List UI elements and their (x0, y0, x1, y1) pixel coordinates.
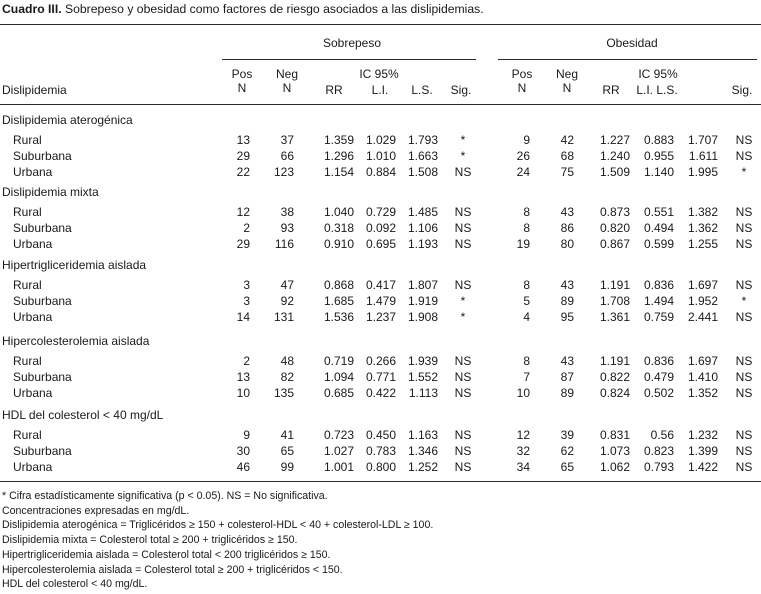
footnote-line: Hipercolesterolemia aislada = Colesterol total ≥ 200 + triglicéridos < 150. (2, 563, 343, 576)
obesidad-sig-cell: NS (735, 237, 753, 251)
row-label: Urbana (13, 386, 53, 400)
row-label: Rural (13, 205, 42, 219)
obesidad-li-cell: 0.836 (643, 278, 674, 292)
sobrepeso-neg-cell: 93 (280, 221, 294, 235)
sobrepeso-neg-cell: 92 (280, 294, 294, 308)
obesidad-neg-cell: 43 (560, 278, 574, 292)
caption-label: Cuadro III. (2, 2, 62, 16)
sobrepeso-pos-cell: 12 (236, 205, 250, 219)
obesidad-neg-cell: 42 (560, 133, 574, 147)
obesidad-neg-cell: 95 (560, 310, 574, 324)
sobrepeso-neg-cell: 38 (280, 205, 294, 219)
sobrepeso-sig-cell: * (460, 149, 466, 163)
obesidad-neg-cell: 39 (560, 428, 574, 442)
obesidad-rr-cell: 1.361 (599, 310, 630, 324)
sobrepeso-rr-cell: 1.001 (323, 460, 354, 474)
sobrepeso-pos-cell: 14 (236, 310, 250, 324)
obesidad-pos-cell: 8 (523, 278, 530, 292)
obesidad-sig-cell: NS (735, 205, 753, 219)
obesidad-neg-cell: 43 (560, 205, 574, 219)
header-obesidad: Obesidad (606, 36, 658, 50)
header-obes-pos: Pos (511, 67, 533, 81)
header-bottom-rule (0, 104, 761, 105)
sobrepeso-sig-cell: NS (454, 386, 472, 400)
sobrepeso-ls-cell: 1.485 (407, 205, 438, 219)
footnote-line: Dislipidemia aterogénica = Triglicéridos ≥ 150 + colesterol-HDL < 40 + colesterol-LDL ≥ 100. (2, 519, 434, 532)
obesidad-ls-cell: 1.422 (687, 460, 718, 474)
sobrepeso-ls-cell: 1.908 (407, 310, 438, 324)
sobrepeso-rr-cell: 1.027 (323, 444, 354, 458)
row-label: Urbana (13, 460, 53, 474)
header-row-label: Dislipidemia (2, 83, 67, 97)
obesidad-pos-cell: 32 (516, 444, 530, 458)
obesidad-ls-cell: 1.255 (687, 237, 718, 251)
obesidad-sig-cell: * (741, 294, 747, 308)
obesidad-neg-cell: 65 (560, 460, 574, 474)
sobrepeso-neg-cell: 48 (280, 354, 294, 368)
sobrepeso-ls-cell: 1.663 (407, 149, 438, 163)
row-label: Rural (13, 354, 42, 368)
obesidad-rr-cell: 0.822 (599, 370, 630, 384)
obesidad-rr-cell: 1.073 (599, 444, 630, 458)
sobrepeso-li-cell: 0.729 (365, 205, 396, 219)
sobrepeso-li-cell: 1.237 (365, 310, 396, 324)
obesidad-li-cell: 0.823 (643, 444, 674, 458)
row-label: Urbana (13, 310, 53, 324)
obesidad-ls-cell: 1.410 (687, 370, 718, 384)
obesidad-rr-cell: 0.820 (599, 221, 630, 235)
footnote-line: Hipertrigliceridemia aislada = Colesterol total < 200 triglicéridos ≥ 150. (2, 548, 331, 561)
obesidad-rr-cell: 1.227 (599, 133, 630, 147)
obesidad-sig-cell: * (741, 165, 747, 179)
sobrepeso-sig-cell: NS (454, 428, 472, 442)
obesidad-pos-cell: 19 (516, 237, 530, 251)
obesidad-sig-cell: NS (735, 149, 753, 163)
obesidad-pos-cell: 8 (523, 354, 530, 368)
sobrepeso-neg-cell: 131 (273, 310, 294, 324)
sobrepeso-rr-cell: 1.154 (323, 165, 354, 179)
footnote-line: Concentraciones expresadas en mg/dL. (2, 504, 190, 517)
sobrepeso-neg-cell: 66 (280, 149, 294, 163)
sobrepeso-pos-cell: 46 (236, 460, 250, 474)
obesidad-sig-cell: NS (735, 370, 753, 384)
obesidad-li-cell: 1.494 (643, 294, 674, 308)
obesidad-li-cell: 0.759 (643, 310, 674, 324)
sobrepeso-ls-cell: 1.193 (407, 237, 438, 251)
sobrepeso-rr-cell: 1.296 (323, 149, 354, 163)
obesidad-ls-cell: 1.697 (687, 354, 718, 368)
obesidad-li-cell: 0.56 (650, 428, 674, 442)
sobrepeso-rr-cell: 1.040 (323, 205, 354, 219)
row-label: Rural (13, 133, 42, 147)
sobrepeso-ls-cell: 1.807 (407, 278, 438, 292)
obesidad-rr-cell: 0.831 (599, 428, 630, 442)
obesidad-rr-cell: 1.708 (599, 294, 630, 308)
obesidad-li-cell: 0.793 (643, 460, 674, 474)
header-sobre-ls: L.S. (411, 83, 433, 97)
obesidad-pos-cell: 7 (523, 370, 530, 384)
sobrepeso-li-cell: 1.029 (365, 133, 396, 147)
obesidad-neg-cell: 89 (560, 386, 574, 400)
sobrepeso-rr-cell: 0.868 (323, 278, 354, 292)
sobrepeso-pos-cell: 2 (243, 221, 250, 235)
obesidad-pos-cell: 8 (523, 205, 530, 219)
obesidad-pos-cell: 26 (516, 149, 530, 163)
sobrepeso-pos-cell: 3 (243, 278, 250, 292)
obesidad-li-cell: 0.502 (643, 386, 674, 400)
header-obes-rr: RR (602, 83, 620, 97)
header-obes-pos-n: N (517, 81, 527, 95)
row-label: Suburbana (13, 444, 72, 458)
sobrepeso-ls-cell: 1.346 (407, 444, 438, 458)
sobrepeso-ls-cell: 1.939 (407, 354, 438, 368)
obesidad-sig-cell: NS (735, 386, 753, 400)
obesidad-ls-cell: 1.382 (687, 205, 718, 219)
obesidad-ls-cell: 1.611 (688, 149, 718, 163)
header-obes-neg: Neg (555, 67, 579, 81)
obesidad-sig-cell: NS (735, 133, 753, 147)
sobrepeso-ls-cell: 1.552 (407, 370, 438, 384)
obesidad-sig-cell: NS (735, 428, 753, 442)
sobrepeso-sig-cell: NS (454, 444, 472, 458)
header-obes-ic: IC 95% (638, 67, 678, 81)
sobrepeso-ls-cell: 1.163 (407, 428, 438, 442)
sobrepeso-sig-cell: NS (454, 354, 472, 368)
sobrepeso-neg-cell: 99 (280, 460, 294, 474)
row-label: Urbana (13, 165, 53, 179)
sobrepeso-li-cell: 0.417 (365, 278, 396, 292)
sobrepeso-rr-cell: 0.719 (323, 354, 354, 368)
obesidad-ls-cell: 1.697 (687, 278, 718, 292)
sobrepeso-sig-cell: * (460, 294, 466, 308)
obesidad-li-cell: 0.955 (643, 149, 674, 163)
row-label: Suburbana (13, 221, 72, 235)
group-title: Hipertrigliceridemia aislada (2, 258, 147, 272)
obesidad-li-cell: 0.494 (643, 221, 674, 235)
obesidad-li-cell: 1.140 (643, 165, 674, 179)
obesidad-neg-cell: 43 (560, 354, 574, 368)
obesidad-pos-cell: 4 (523, 310, 530, 324)
row-label: Suburbana (13, 294, 72, 308)
header-sobrepeso: Sobrepeso (322, 36, 382, 50)
obesidad-pos-cell: 9 (523, 133, 530, 147)
obesidad-rr-cell: 1.191 (599, 278, 630, 292)
obesidad-ls-cell: 1.995 (687, 165, 718, 179)
obesidad-pos-cell: 12 (516, 428, 530, 442)
obesidad-ls-cell: 2.441 (687, 310, 718, 324)
obesidad-ls-cell: 1.232 (687, 428, 718, 442)
obesidad-ls-cell: 1.362 (687, 221, 718, 235)
obesidad-neg-cell: 80 (560, 237, 574, 251)
top-rule (0, 24, 761, 25)
sobrepeso-group-rule (222, 59, 476, 60)
row-label: Suburbana (13, 149, 72, 163)
sobrepeso-pos-cell: 30 (236, 444, 250, 458)
obesidad-li-cell: 0.479 (643, 370, 674, 384)
sobrepeso-rr-cell: 1.094 (323, 370, 354, 384)
obesidad-rr-cell: 1.509 (599, 165, 630, 179)
sobrepeso-rr-cell: 0.723 (323, 428, 354, 442)
sobrepeso-pos-cell: 13 (236, 133, 250, 147)
header-sobre-neg: Neg (275, 67, 299, 81)
obesidad-sig-cell: NS (735, 460, 753, 474)
header-sobre-ic: IC 95% (359, 67, 399, 81)
obesidad-sig-cell: NS (735, 310, 753, 324)
sobrepeso-li-cell: 1.479 (365, 294, 396, 308)
obesidad-li-cell: 0.551 (643, 205, 674, 219)
sobrepeso-li-cell: 0.266 (365, 354, 396, 368)
header-sobre-li: L.I. (371, 83, 389, 97)
sobrepeso-pos-cell: 29 (236, 237, 250, 251)
sobrepeso-neg-cell: 135 (273, 386, 294, 400)
sobrepeso-neg-cell: 82 (280, 370, 294, 384)
sobrepeso-ls-cell: 1.113 (408, 386, 438, 400)
table-bottom-rule (0, 481, 761, 482)
obesidad-rr-cell: 1.062 (599, 460, 630, 474)
sobrepeso-rr-cell: 1.536 (323, 310, 354, 324)
sobrepeso-sig-cell: NS (454, 278, 472, 292)
obesidad-ls-cell: 1.952 (687, 294, 718, 308)
obesidad-rr-cell: 0.824 (599, 386, 630, 400)
obesidad-ls-cell: 1.707 (687, 133, 718, 147)
sobrepeso-neg-cell: 47 (280, 278, 294, 292)
header-sobre-rr: RR (325, 83, 343, 97)
footnote-line: HDL del colesterol < 40 mg/dL. (2, 578, 148, 591)
header-sobre-sig: Sig. (450, 83, 472, 97)
row-label: Suburbana (13, 370, 72, 384)
sobrepeso-rr-cell: 0.685 (323, 386, 354, 400)
obesidad-rr-cell: 1.240 (599, 149, 630, 163)
sobrepeso-rr-cell: 1.685 (323, 294, 354, 308)
sobrepeso-pos-cell: 3 (243, 294, 250, 308)
sobrepeso-ls-cell: 1.793 (407, 133, 438, 147)
sobrepeso-ls-cell: 1.252 (407, 460, 438, 474)
sobrepeso-ls-cell: 1.508 (407, 165, 438, 179)
sobrepeso-neg-cell: 116 (274, 237, 294, 251)
obesidad-sig-cell: NS (735, 444, 753, 458)
caption-text: Sobrepeso y obesidad como factores de riesgo asociados a las dislipidemias. (61, 2, 484, 16)
obesidad-pos-cell: 34 (516, 460, 530, 474)
sobrepeso-pos-cell: 9 (243, 428, 250, 442)
sobrepeso-li-cell: 0.450 (365, 428, 396, 442)
sobrepeso-neg-cell: 41 (280, 428, 294, 442)
sobrepeso-rr-cell: 1.359 (323, 133, 354, 147)
obesidad-sig-cell: NS (735, 278, 753, 292)
obesidad-ls-cell: 1.399 (687, 444, 718, 458)
obesidad-pos-cell: 10 (516, 386, 530, 400)
sobrepeso-neg-cell: 65 (280, 444, 294, 458)
obesidad-sig-cell: NS (735, 221, 753, 235)
obesidad-rr-cell: 1.191 (599, 354, 630, 368)
footnote-line: Dislipidemia mixta = Colesterol total ≥ 200 + triglicéridos ≥ 150. (2, 534, 298, 547)
row-label: Rural (13, 428, 42, 442)
sobrepeso-sig-cell: NS (454, 370, 472, 384)
obesidad-sig-cell: NS (735, 354, 753, 368)
obesidad-rr-cell: 0.867 (599, 237, 630, 251)
table-caption (2, 2, 484, 16)
sobrepeso-sig-cell: NS (454, 165, 472, 179)
row-label: Urbana (13, 237, 53, 251)
sobrepeso-sig-cell: NS (454, 237, 472, 251)
obesidad-li-cell: 0.599 (643, 237, 674, 251)
sobrepeso-sig-cell: NS (454, 460, 472, 474)
sobrepeso-pos-cell: 2 (243, 354, 250, 368)
header-sobre-neg-n: N (282, 81, 292, 95)
sobrepeso-pos-cell: 29 (236, 149, 250, 163)
sobrepeso-li-cell: 0.800 (365, 460, 396, 474)
sobrepeso-li-cell: 0.783 (365, 444, 396, 458)
obesidad-li-cell: 0.836 (643, 354, 674, 368)
header-obes-neg-n: N (562, 81, 572, 95)
obesidad-group-rule (498, 59, 757, 60)
obesidad-neg-cell: 86 (560, 221, 574, 235)
sobrepeso-li-cell: 0.884 (365, 165, 396, 179)
obesidad-pos-cell: 8 (523, 221, 530, 235)
header-obes-li-ls: L.I. L.S. (636, 83, 678, 97)
sobrepeso-li-cell: 1.010 (365, 149, 396, 163)
sobrepeso-ls-cell: 1.106 (407, 221, 438, 235)
sobrepeso-li-cell: 0.092 (365, 221, 396, 235)
sobrepeso-pos-cell: 13 (236, 370, 250, 384)
sobrepeso-pos-cell: 10 (236, 386, 250, 400)
sobrepeso-rr-cell: 0.318 (323, 221, 354, 235)
group-title: HDL del colesterol < 40 mg/dL (2, 408, 164, 422)
obesidad-neg-cell: 89 (560, 294, 574, 308)
header-obes-sig: Sig. (731, 83, 753, 97)
sobrepeso-li-cell: 0.771 (365, 370, 396, 384)
footnote-line: * Cifra estadísticamente significativa (p < 0.05). NS = No significativa. (2, 490, 328, 502)
sobrepeso-rr-cell: 0.910 (323, 237, 354, 251)
sobrepeso-li-cell: 0.422 (365, 386, 396, 400)
sobrepeso-neg-cell: 37 (280, 133, 294, 147)
sobrepeso-ls-cell: 1.919 (407, 294, 438, 308)
sobrepeso-li-cell: 0.695 (365, 237, 396, 251)
sobrepeso-sig-cell: NS (454, 205, 472, 219)
sobrepeso-sig-cell: * (460, 133, 466, 147)
group-title: Dislipidemia aterogénica (2, 113, 133, 127)
obesidad-rr-cell: 0.873 (599, 205, 630, 219)
obesidad-neg-cell: 68 (560, 149, 574, 163)
header-sobre-pos: Pos (231, 67, 253, 81)
sobrepeso-sig-cell: * (460, 310, 466, 324)
sobrepeso-neg-cell: 123 (273, 165, 294, 179)
group-title: Dislipidemia mixta (2, 185, 99, 199)
row-label: Rural (13, 278, 42, 292)
obesidad-neg-cell: 75 (560, 165, 574, 179)
obesidad-neg-cell: 87 (560, 370, 574, 384)
sobrepeso-sig-cell: NS (454, 221, 472, 235)
obesidad-pos-cell: 24 (516, 165, 530, 179)
obesidad-ls-cell: 1.352 (687, 386, 718, 400)
obesidad-li-cell: 0.883 (643, 133, 674, 147)
obesidad-pos-cell: 5 (523, 294, 530, 308)
sobrepeso-pos-cell: 22 (236, 165, 250, 179)
header-sobre-pos-n: N (237, 81, 247, 95)
obesidad-neg-cell: 62 (560, 444, 574, 458)
group-title: Hipercolesterolemia aislada (2, 334, 150, 348)
